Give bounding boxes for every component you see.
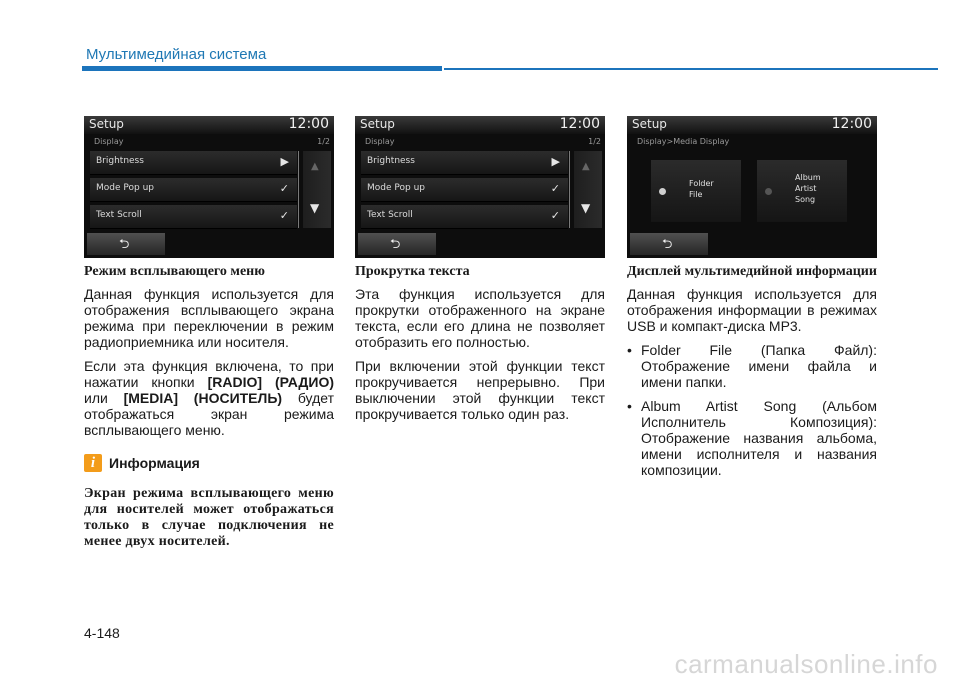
checkmark-icon: ✓ [550, 209, 560, 222]
option-album-artist-song[interactable] [757, 160, 847, 222]
screen-clock: 12:00 [831, 116, 872, 132]
section-heading: Дисплей мультимедийной информации [627, 264, 877, 279]
menu-item-label: Brightness [367, 156, 415, 166]
scroll-panel [574, 151, 602, 228]
setup-screen-display [355, 116, 605, 258]
back-button[interactable] [358, 233, 436, 255]
option-label: Folder File [689, 179, 714, 199]
menu-item-label: Mode Pop up [96, 183, 154, 193]
scroll-separator [569, 151, 570, 228]
back-button[interactable] [87, 233, 165, 255]
option-folder-file[interactable] [651, 160, 741, 222]
screen-clock: 12:00 [288, 116, 329, 132]
menu-item-text-scroll[interactable] [361, 205, 568, 229]
screen-clock: 12:00 [559, 116, 600, 132]
screen-title: Setup [632, 117, 667, 131]
info-text: Экран режима всплывающего меню для носителей может отображаться только в случае подключения не менее двух носителей. [84, 486, 334, 549]
menu-item-brightness[interactable] [90, 151, 297, 175]
watermark: carmanualsonline.info [674, 649, 938, 679]
list-item-text: Album Artist Song (Альбом Исполнитель Композиция): Отображение названия альбома, имени исполнителя и названия композиции. [641, 398, 877, 478]
header-rule-thin [444, 68, 938, 70]
scroll-separator [298, 151, 299, 228]
radio-button-label: [RADIO] (РАДИО) [207, 374, 334, 390]
screen-title: Setup [360, 117, 395, 131]
setup-screen-display [84, 116, 334, 258]
list-item [627, 342, 877, 390]
back-icon: ⮌ [119, 237, 130, 252]
column-media-display [627, 116, 877, 486]
text-run: будет отображаться экран режима всплывающего меню. [84, 390, 334, 438]
screen-page-indicator: 1/2 [317, 137, 330, 146]
screen-subtitle: Display [365, 137, 395, 146]
paragraph: При включении этой функции текст прокручивается непрерывно. При выключении этой функции текст прокручивается только один раз. [355, 358, 605, 422]
column-mode-popup [84, 116, 334, 550]
menu-item-label: Text Scroll [367, 210, 413, 220]
arrow-right-icon: ▶ [551, 155, 560, 168]
checkmark-icon: ✓ [279, 182, 289, 195]
header-title: Мультимедийная система [86, 46, 267, 63]
screen-title: Setup [89, 117, 124, 131]
scroll-up-icon[interactable]: ▲ [582, 161, 590, 172]
bullet-icon: • [627, 342, 632, 358]
section-heading: Прокрутка текста [355, 264, 470, 279]
menu-item-mode-popup[interactable] [90, 178, 297, 202]
radio-unselected-icon [765, 188, 772, 195]
header-rule-thick [82, 66, 442, 71]
checkmark-icon: ✓ [550, 182, 560, 195]
text-run: или [84, 390, 124, 406]
back-icon: ⮌ [390, 237, 401, 252]
back-icon: ⮌ [662, 237, 673, 252]
page-number: 4-148 [84, 625, 120, 641]
menu-item-text-scroll[interactable] [90, 205, 297, 229]
list-item-text: Folder File (Папка Файл): Отображение имени файла и имени папки. [641, 342, 877, 390]
paragraph: Данная функция используется для отображения всплывающего экрана режима при переключении в режим радиоприемника или носителя. [84, 286, 334, 350]
media-button-label: [MEDIA] (НОСИТЕЛЬ) [123, 390, 283, 406]
paragraph: Данная функция используется для отображения информации в режимах USB и компакт-диска MP3. [627, 286, 877, 334]
screen-subtitle: Display>Media Display [637, 137, 730, 146]
scroll-up-icon[interactable]: ▲ [311, 161, 319, 172]
section-heading: Режим всплывающего меню [84, 264, 265, 279]
menu-item-label: Text Scroll [96, 210, 142, 220]
setup-screen-media-display [627, 116, 877, 258]
menu-item-label: Mode Pop up [367, 183, 425, 193]
bullet-icon: • [627, 398, 632, 414]
scroll-down-icon[interactable]: ▼ [310, 201, 320, 215]
paragraph [84, 358, 334, 438]
menu-item-mode-popup[interactable] [361, 178, 568, 202]
option-label: Album Artist Song [795, 173, 821, 204]
bullet-list [627, 342, 877, 478]
back-button[interactable] [630, 233, 708, 255]
paragraph: Эта функция используется для прокрутки отображенного на экране текста, если его длина не позволяет отобразить его полностью. [355, 286, 605, 350]
list-item [627, 398, 877, 478]
info-title: Информация [109, 455, 200, 471]
scroll-down-icon[interactable]: ▼ [581, 201, 591, 215]
text-run: Если эта функция включена, то при нажатии кнопки [84, 358, 334, 390]
radio-selected-icon [659, 188, 666, 195]
menu-item-brightness[interactable] [361, 151, 568, 175]
checkmark-icon: ✓ [279, 209, 289, 222]
column-text-scroll [355, 116, 605, 430]
screen-page-indicator: 1/2 [588, 137, 601, 146]
arrow-right-icon: ▶ [280, 155, 289, 168]
menu-item-label: Brightness [96, 156, 144, 166]
scroll-panel [303, 151, 331, 228]
info-icon: i [84, 454, 102, 472]
screen-subtitle: Display [94, 137, 124, 146]
info-heading [84, 454, 334, 472]
